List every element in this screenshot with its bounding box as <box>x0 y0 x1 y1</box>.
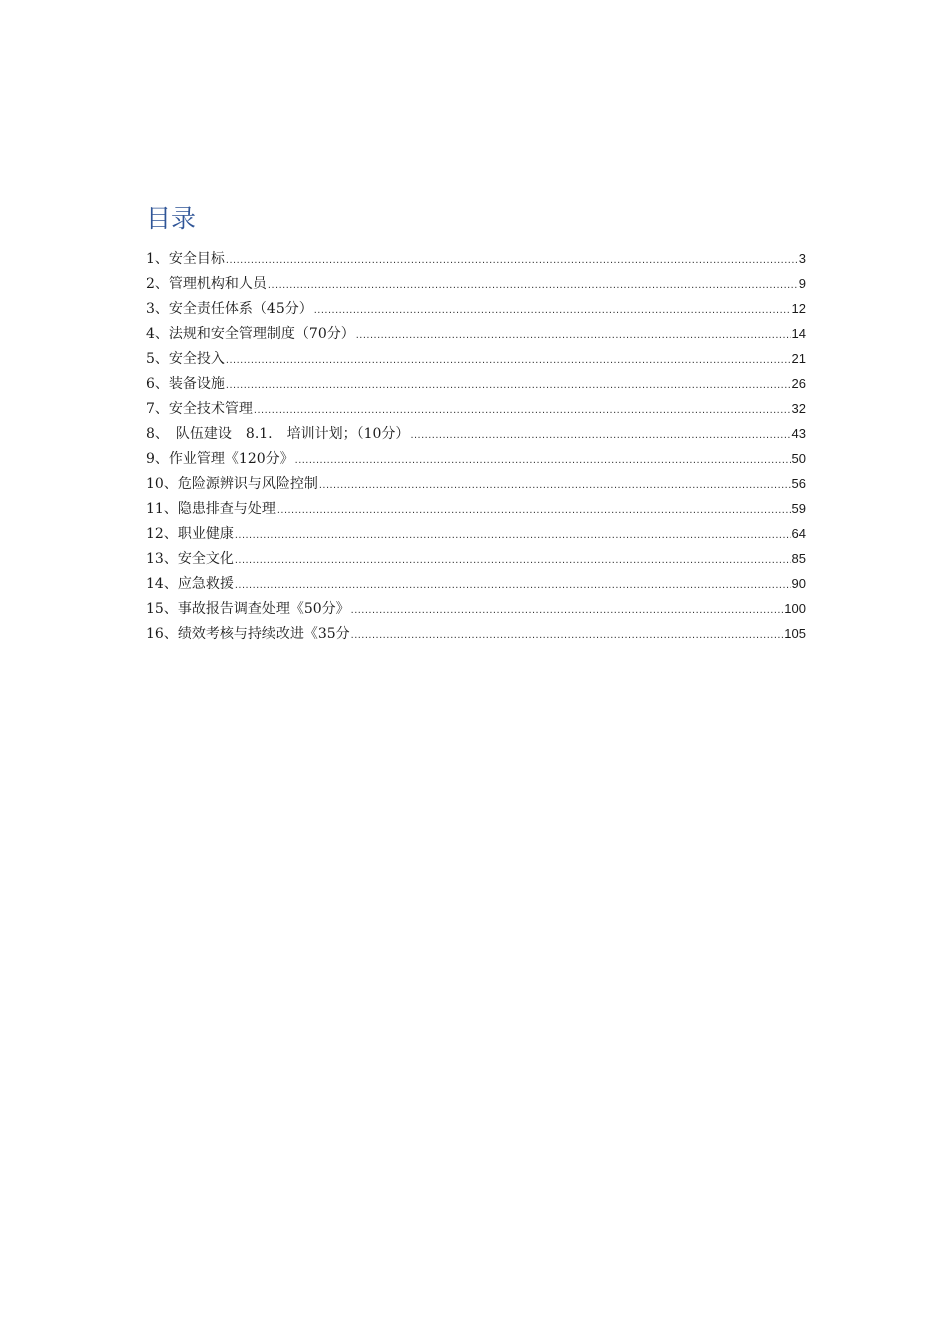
toc-entry[interactable] <box>146 546 806 571</box>
toc-dot-leader <box>235 572 791 598</box>
toc-entry[interactable] <box>146 421 806 446</box>
toc-entry-label: 6、装备设施 <box>146 376 225 392</box>
toc-entry-page: 85 <box>791 551 806 566</box>
toc-entry-label: 13、安全文化 <box>146 551 234 567</box>
toc-entry-page: 32 <box>791 401 806 416</box>
toc-entry[interactable] <box>146 321 806 346</box>
toc-entry[interactable] <box>146 371 806 396</box>
toc-entry-label: 4、法规和安全管理制度（70分） <box>146 326 355 342</box>
toc-entry-label: 9、作业管理《120分》 <box>146 451 294 467</box>
toc-dot-leader <box>295 447 791 473</box>
toc-entry-label: 16、绩效考核与持续改进《35分 <box>146 626 350 642</box>
toc-entry[interactable] <box>146 446 806 471</box>
toc-dot-leader <box>226 247 798 273</box>
toc-entry[interactable] <box>146 246 806 271</box>
toc-entry-label: 1、安全目标 <box>146 251 225 267</box>
toc-entry-page: 43 <box>791 426 806 441</box>
toc-entry[interactable] <box>146 521 806 546</box>
toc-entry[interactable] <box>146 296 806 321</box>
toc-entry-page: 50 <box>791 451 806 466</box>
toc-entry-label: 3、安全责任体系（45分） <box>146 301 313 317</box>
toc-entry-label: 11、隐患排查与处理 <box>146 501 276 517</box>
toc-entry[interactable] <box>146 621 806 646</box>
toc-entry-page: 3 <box>798 251 806 266</box>
toc-dot-leader <box>268 272 798 298</box>
toc-entry-page: 105 <box>784 626 806 641</box>
toc-entry-label: 14、应急救援 <box>146 576 234 592</box>
toc-dot-leader <box>319 472 791 498</box>
toc-entry-page: 100 <box>784 601 806 616</box>
toc-entry-page: 56 <box>791 476 806 491</box>
toc-dot-leader <box>235 547 791 573</box>
toc-entry-label: 2、管理机构和人员 <box>146 276 267 292</box>
toc-dot-leader <box>277 497 791 523</box>
toc-dot-leader <box>314 297 791 323</box>
toc-entry-page: 90 <box>791 576 806 591</box>
toc-entry[interactable] <box>146 346 806 371</box>
toc-entry[interactable] <box>146 571 806 596</box>
toc-entry-label: 12、职业健康 <box>146 526 234 542</box>
toc-entry-label: 15、事故报告调查处理《50分》 <box>146 601 350 617</box>
toc-entry-page: 26 <box>791 376 806 391</box>
toc-entry-label: 10、危险源辨识与风险控制 <box>146 476 318 492</box>
toc-entry-page: 59 <box>791 501 806 516</box>
toc-entry-label: 7、安全技术管理 <box>146 401 253 417</box>
table-of-contents <box>146 200 806 646</box>
toc-list <box>146 246 806 646</box>
toc-entry[interactable] <box>146 271 806 296</box>
toc-entry-page: 64 <box>791 526 806 541</box>
toc-entry-page: 9 <box>798 276 806 291</box>
toc-dot-leader <box>356 322 791 348</box>
toc-entry[interactable] <box>146 596 806 621</box>
toc-dot-leader <box>410 422 790 448</box>
toc-entry[interactable] <box>146 396 806 421</box>
toc-entry-page: 12 <box>791 301 806 316</box>
toc-dot-leader <box>254 397 791 423</box>
toc-title: 目录 <box>146 204 197 233</box>
toc-entry-page: 21 <box>791 351 806 366</box>
toc-dot-leader <box>351 622 784 648</box>
toc-dot-leader <box>351 597 784 623</box>
toc-entry-label: 5、安全投入 <box>146 351 225 367</box>
toc-entry[interactable] <box>146 496 806 521</box>
toc-entry-label: 8、 队伍建设 8.1. 培训计划；（10分） <box>146 426 410 442</box>
toc-dot-leader <box>226 347 791 373</box>
toc-dot-leader <box>226 372 791 398</box>
toc-dot-leader <box>235 522 791 548</box>
toc-entry[interactable] <box>146 471 806 496</box>
toc-entry-page: 14 <box>791 326 806 341</box>
